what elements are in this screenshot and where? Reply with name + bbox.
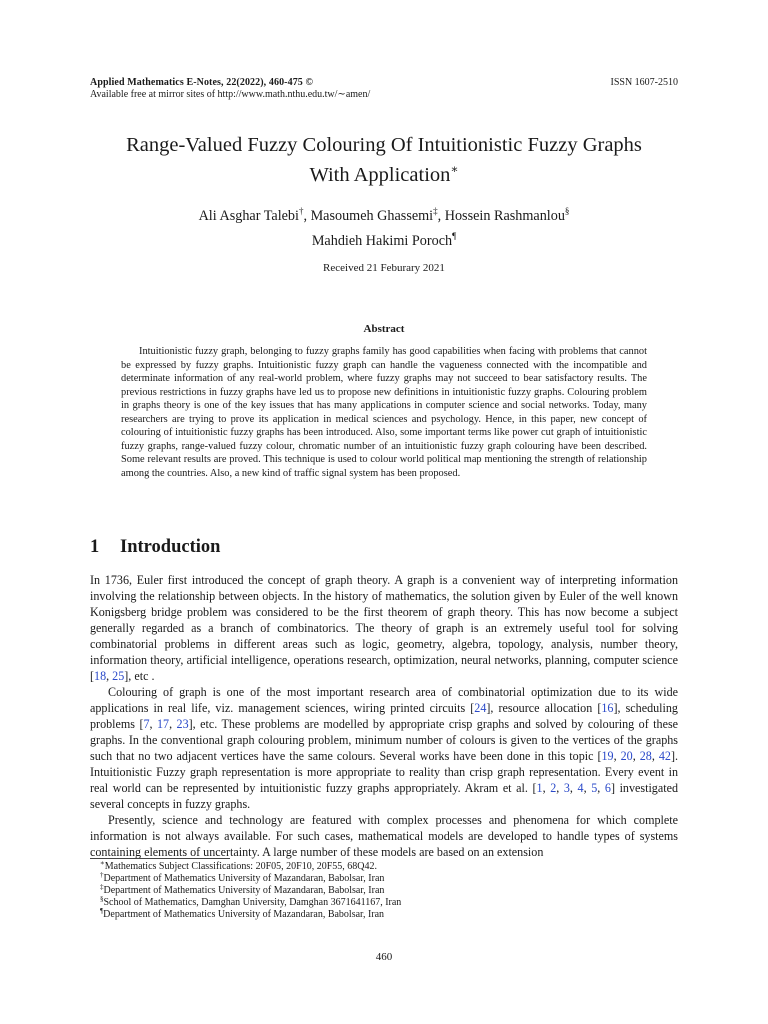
author-2: Masoumeh Ghassemi bbox=[310, 208, 434, 224]
author-2-mark: ‡ bbox=[433, 206, 438, 216]
paragraph-1: In 1736, Euler first introduced the concept of graph theory. A graph is a convenient way of interpreting information involving the relationship between objects. In the history of mathematics, the solution given by Euler of the well known Konigsberg bridge problem was considered to be the first theorem of graph theory. This has now become a subject generally regarded as a branch of combinatorics. The theory of graph is an extremely useful tool for solving combinatorial problems in different areas such as logic, geometry, algebra, topology, analysis, number theory, information theory, artificial intelligence, operations research, optimization, neural networks, planning, computer science [18, 25], etc . bbox=[90, 573, 678, 683]
issn: ISSN 1607-2510 bbox=[610, 77, 678, 88]
author-separator: , bbox=[437, 208, 445, 224]
received-date: Received 21 Feburary 2021 bbox=[323, 262, 445, 274]
citation-link[interactable]: 25 bbox=[112, 669, 125, 683]
paper-title bbox=[90, 130, 678, 190]
footnote-mark: ∗ bbox=[100, 859, 105, 867]
abstract-heading: Abstract bbox=[363, 323, 405, 335]
footnote bbox=[100, 882, 401, 897]
citation-link[interactable]: 5 bbox=[591, 781, 598, 795]
author-3: Hossein Rashmanlou bbox=[444, 208, 565, 224]
abstract-text: Intuitionistic fuzzy graph, belonging to fuzzy graphs family has good capabilities when facing with problems that cannot be expressed by fuzzy graphs. Intuitionistic fuzzy graph can handle the vagueness connected with the incompatible and determinate information of any real-world problem, where fuzzy graphs may not succeed to bear satisfactory results. The previous restrictions in fuzzy graphs have led us to propose new definitions in intuitionistic fuzzy graphs. Colouring problem in graphs theory is one of the key issues that has many applications in computer science and social networks. Today, many researchers are trying to prove its application in medical sciences and psychology. Hence, in this paper, new concept of colouring of intuitionistic fuzzy graphs has been introduced. Also, some important terms like power cut graph of intuitionistic fuzzy graphs, range-valued fuzzy colour, chromatic number of an intuitionistic fuzzy graph colouring have been described. Some relevant results are proved. This technique is used to colour world political map mentioning the strength of relationship among the countries. Also, a new kind of traffic signal system has been proposed. bbox=[121, 346, 647, 479]
footnote-mark: ¶ bbox=[100, 906, 104, 915]
citation-link[interactable]: 4 bbox=[577, 781, 584, 795]
section-title: Introduction bbox=[120, 537, 221, 557]
journal-header: Applied Mathematics E-Notes, 22(2022), 460-475 © bbox=[90, 77, 314, 88]
author-4-mark: ¶ bbox=[452, 231, 457, 241]
citation-link[interactable]: 20 bbox=[620, 749, 633, 763]
citation-link[interactable]: 24 bbox=[474, 701, 487, 715]
citation-link[interactable]: 3 bbox=[563, 781, 570, 795]
page-number: 460 bbox=[375, 951, 393, 963]
citation-link[interactable]: 17 bbox=[156, 717, 170, 731]
footnote bbox=[100, 894, 402, 909]
citation-link[interactable]: 19 bbox=[601, 749, 614, 763]
title-footnote-mark: ∗ bbox=[450, 162, 459, 176]
footnote-mark: § bbox=[100, 894, 104, 903]
footnote bbox=[100, 861, 401, 873]
footnotes bbox=[100, 861, 401, 921]
footnote-divider bbox=[90, 858, 230, 859]
citation-link[interactable]: 18 bbox=[94, 669, 107, 683]
footnote-text: Mathematics Subject Classifications: 20F05, 20F10, 20F55, 68Q42. bbox=[104, 861, 377, 872]
footnote-text: Department of Mathematics University of Mazandaran, Babolsar, Iran bbox=[103, 908, 385, 920]
citation-link[interactable]: 6 bbox=[604, 781, 611, 795]
citation-link[interactable]: 16 bbox=[601, 701, 614, 715]
author-3-mark: § bbox=[564, 206, 570, 216]
citation-link[interactable]: 23 bbox=[176, 717, 189, 731]
footnote-mark: ‡ bbox=[100, 882, 104, 891]
footnote-text: School of Mathematics, Damghan University, Damghan 3671641167, Iran bbox=[103, 896, 402, 908]
body-text bbox=[90, 572, 678, 860]
citation-link[interactable]: 42 bbox=[658, 749, 671, 763]
footnote-mark: † bbox=[100, 870, 104, 879]
footnote bbox=[100, 906, 401, 921]
citation-link[interactable]: 28 bbox=[639, 749, 652, 763]
footnote-text: Department of Mathematics University of Mazandaran, Babolsar, Iran bbox=[103, 884, 385, 896]
author-1-mark: † bbox=[298, 206, 304, 216]
paragraph-2: Colouring of graph is one of the most important research area of combinatorial optimization due to its wide applications in real life, viz. management sciences, wiring printed circuits [24], resource allocation [16], scheduling problems [7, 17, 23], etc. These problems are modelled by appropriate crisp graphs and solved by colouring of these graphs. In the conventional graph colouring problem, minimum number of colours is given to the vertices of the graphs such that no two adjacent vertices have the same colours. Several works have been done in this topic [19, 20, 28, 42]. Intuitionistic Fuzzy graph representation is more appropriate to reality than crisp graph representation. Every event in real world can be represented by intuitionistic fuzzy graphs appropriately. Akram et al. [1, 2, 3, 4, 5, 6] investigated several concepts in fuzzy graphs. bbox=[90, 685, 679, 811]
paragraph-3: Presently, science and technology are featured with complex processes and phenomena for which complete information is not always available. For such cases, mathematical models are developed to handle types of systems containing elements of uncertainty. A large number of these models are based on an extension bbox=[90, 813, 678, 859]
citation-link[interactable]: 1 bbox=[536, 781, 543, 795]
footnote-text: Department of Mathematics University of Mazandaran, Babolsar, Iran bbox=[103, 872, 385, 884]
section-number: 1 bbox=[90, 537, 100, 557]
title-line-2: With Application bbox=[309, 164, 451, 186]
author-separator: , bbox=[303, 208, 311, 224]
section-heading bbox=[90, 537, 220, 558]
citation-link[interactable]: 7 bbox=[143, 717, 150, 731]
author-list bbox=[90, 204, 678, 254]
mirror-sites-line: Available free at mirror sites of http://www.math.nthu.edu.tw/∼amen/ bbox=[90, 89, 371, 100]
author-1: Ali Asghar Talebi bbox=[198, 208, 299, 224]
citation-link[interactable]: 2 bbox=[550, 781, 557, 795]
title-line-1: Range-Valued Fuzzy Colouring Of Intuitionistic Fuzzy Graphs bbox=[126, 134, 642, 156]
footnote bbox=[100, 870, 401, 885]
author-4: Mahdieh Hakimi Poroch bbox=[311, 233, 453, 249]
